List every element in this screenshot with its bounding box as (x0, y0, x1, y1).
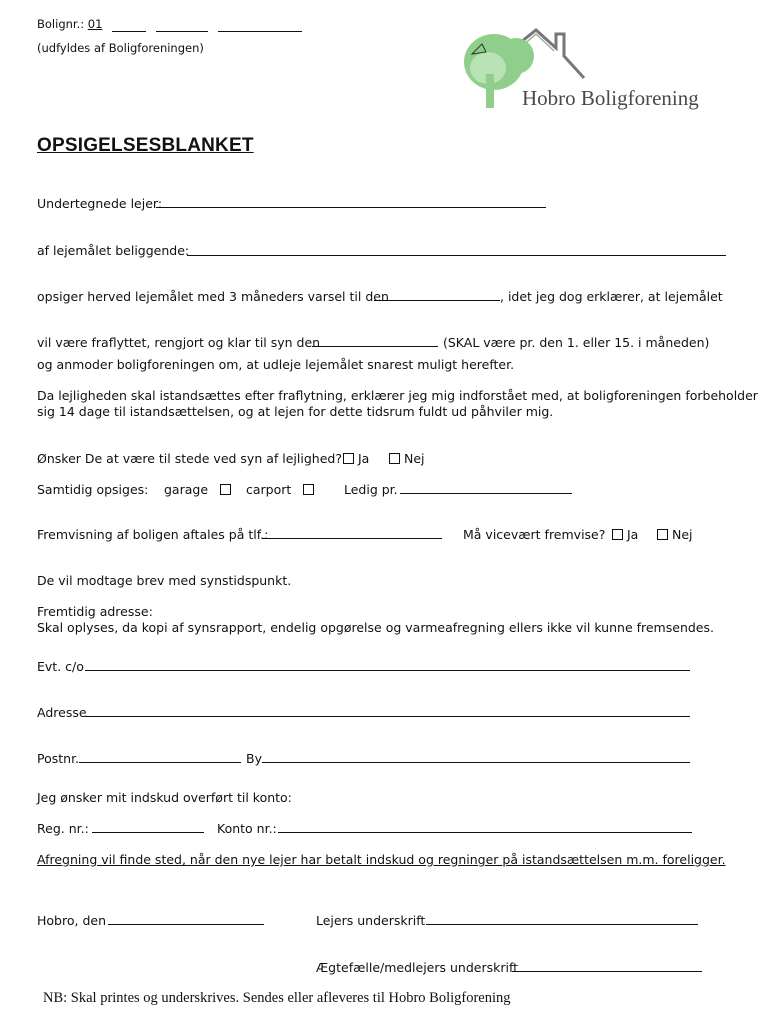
postnr-label: Postnr. (37, 751, 80, 766)
fraflyttet-text-a: vil være fraflyttet, rengjort og klar til syn den (37, 335, 321, 350)
date-signature-field[interactable] (108, 924, 264, 925)
phone-field[interactable] (262, 538, 442, 539)
checkbox-icon[interactable] (389, 453, 400, 464)
by-label: By (246, 751, 262, 766)
garage-option[interactable]: garage (164, 482, 235, 497)
lejers-underskrift-label: Lejers underskrift (316, 913, 426, 928)
syn-nej-option[interactable]: Nej (389, 451, 425, 466)
anmoder-text: og anmoder boligforeningen om, at udleje lejemålet snarest muligt herefter. (37, 357, 515, 372)
evt-co-label: Evt. c/o (37, 659, 84, 674)
by-field[interactable] (262, 762, 690, 763)
hobro-den-label: Hobro, den (37, 913, 106, 928)
evt-co-field[interactable] (85, 670, 690, 671)
nb-footer: NB: Skal printes og underskrives. Sendes eller afleveres til Hobro Boligforening (43, 990, 511, 1006)
checkbox-icon[interactable] (612, 529, 623, 540)
beliggende-label: af lejemålet beliggende: (37, 243, 190, 258)
reg-nr-field[interactable] (92, 832, 204, 833)
undertegnede-field[interactable] (156, 207, 546, 208)
istand-line-1: Da lejligheden skal istandsættes efter fraflytning, erklærer jeg mig indforstået med, at boligforeningen forbeholder (37, 388, 758, 403)
bolignr-value: 01 (87, 17, 103, 31)
beliggende-field[interactable] (187, 255, 726, 256)
checkbox-icon[interactable] (303, 484, 314, 495)
undertegnede-label: Undertegnede lejer: (37, 196, 163, 211)
ledig-label: Ledig pr. (344, 482, 398, 497)
page-title: OPSIGELSESBLANKET (37, 135, 254, 156)
bolignr-label: Bolignr.: (37, 17, 85, 31)
bolignr-field-1[interactable] (112, 31, 146, 32)
syn-date-field[interactable] (312, 346, 438, 347)
skal-oplyses-text: Skal oplyses, da kopi af synsrapport, endelig opgørelse og varmeafregning ellers ikke vil kunne fremsendes. (37, 620, 714, 635)
checkbox-icon[interactable] (657, 529, 668, 540)
reg-nr-label: Reg. nr.: (37, 821, 89, 836)
vicevaert-nej-option[interactable]: Nej (657, 527, 693, 542)
checkbox-icon[interactable] (343, 453, 354, 464)
bolignr-note: (udfyldes af Boligforeningen) (37, 41, 204, 55)
samtidig-label: Samtidig opsiges: (37, 482, 149, 497)
logo-text: Hobro Boligforening (522, 86, 699, 110)
bolignr-field-2[interactable] (156, 31, 208, 32)
fraflyttet-text-b: (SKAL være pr. den 1. eller 15. i måneden) (443, 335, 710, 350)
konto-nr-field[interactable] (278, 832, 692, 833)
adresse-label: Adresse (37, 705, 87, 720)
fremtidig-label: Fremtidig adresse: (37, 604, 153, 619)
carport-option[interactable]: carport (246, 482, 318, 497)
ledig-date-field[interactable] (400, 493, 572, 494)
brev-text: De vil modtage brev med synstidspunkt. (37, 573, 292, 588)
vicevaert-ja-option[interactable]: Ja (612, 527, 638, 542)
opsiger-text-b: , idet jeg dog erklærer, at lejemålet (500, 289, 723, 304)
fremvisning-label: Fremvisning af boligen aftales på tlf.: (37, 527, 269, 542)
varsel-date-field[interactable] (374, 300, 500, 301)
checkbox-icon[interactable] (220, 484, 231, 495)
vicevaert-label: Må vicevært fremvise? (463, 527, 606, 542)
aegtefaelle-label: Ægtefælle/medlejers underskrift (316, 960, 519, 975)
afregning-text: Afregning vil finde sted, når den nye lejer har betalt indskud og regninger på istandsættelsen m.m. foreligger. (37, 852, 726, 867)
bolignr-row (37, 17, 102, 31)
bolignr-field-3[interactable] (218, 31, 302, 32)
syn-question: Ønsker De at være til stede ved syn af lejlighed? (37, 451, 342, 466)
aegtefaelle-field[interactable] (512, 971, 702, 972)
adresse-field[interactable] (85, 716, 690, 717)
istand-line-2: sig 14 dage til istandsættelsen, og at lejen for dette tidsrum fuldt ud påhviler mig. (37, 404, 554, 419)
syn-ja-option[interactable]: Ja (343, 451, 369, 466)
logo (456, 24, 736, 114)
lejers-underskrift-field[interactable] (426, 924, 698, 925)
konto-nr-label: Konto nr.: (217, 821, 277, 836)
postnr-field[interactable] (79, 762, 241, 763)
indskud-text: Jeg ønsker mit indskud overført til konto: (37, 790, 292, 805)
opsiger-text-a: opsiger herved lejemålet med 3 måneders varsel til den (37, 289, 389, 304)
